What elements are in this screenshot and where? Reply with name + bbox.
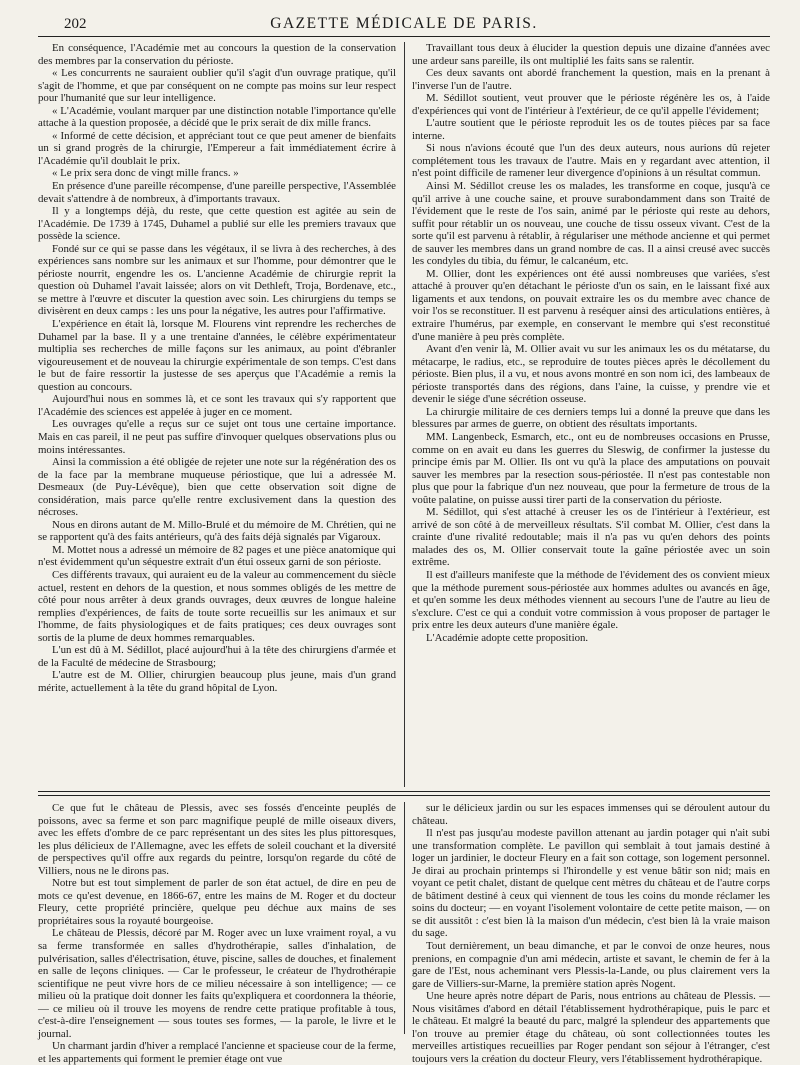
paragraph: « Le prix sera donc de vingt mille francs. »: [52, 167, 239, 180]
paragraph: « Informé de cette décision, et appréciant tout ce que peut amener de bienfaits un si grand progrès de la chirurgie, l'Empereur a fait immédiatement écrire à l'Académie qu'il doublait le prix.: [38, 129, 396, 167]
paragraph: Ces deux savants ont abordé franchement la question, mais en la prenant à l'inverse l'un de l'autre.: [412, 67, 770, 92]
paragraph: Un charmant jardin d'hiver a remplacé l'ancienne et spacieuse cour de la ferme, et les appartements qui forment le premier étage ont vue: [38, 1040, 396, 1065]
paragraph: Tout dernièrement, un beau dimanche, et par le convoi de onze heures, nous prenions, en compagnie d'un ami médecin, artiste et savant, le chemin de fer à la gare de l'Est, nous acheminant vers Plessis-la-Lande, ou plus clairement vers la gare de Villiers-sur-Marne, la première station après Nogent.: [412, 940, 770, 990]
upper-right-column: [412, 42, 770, 787]
paragraph: Ainsi la commission a été obligée de rejeter une note sur la régénération des os de la face par la membrane muqueuse périostique, que lui a adressée M. Desmeaux (de Puy-Lévêque), bien que cette observation soit digne de considération, mais parce qu'elle rentre exclusivement dans la question des nécroses.: [38, 456, 396, 519]
paragraph: En conséquence, l'Académie met au concours la question de la conservation des membres par la conservation du périoste.: [38, 42, 396, 67]
paragraph: Il y a longtemps déjà, du reste, que cette question est agitée au sein de l'Académie. De 1739 à 1745, Duhamel a publié sur elle les premiers travaux que possède la science.: [38, 205, 396, 243]
paragraph: Notre but est tout simplement de parler de son état actuel, de dire en peu de mots ce qu'est devenue, en 1866-67, entre les mains de M. Roger et du docteur Fleury, cette propriété princière, quelque peu déchue aux mains de ses propriétaires sous la royauté bourgeoise.: [38, 877, 396, 927]
paragraph: Travaillant tous deux à élucider la question depuis une dizaine d'années avec une ardeur sans pareille, ils ont multiplié les faits sans se ralentir.: [412, 42, 770, 67]
running-title: GAZETTE MÉDICALE DE PARIS.: [270, 15, 538, 32]
paragraph: « Les concurrents ne sauraient oublier qu'il s'agit d'un ouvrage pratique, qu'il s'agit de l'homme, et que par conséquent on ne compte pas moins sur leur respect pour l'humanité que sur leur intelligence.: [38, 67, 396, 105]
lower-left-column: [38, 802, 396, 1065]
lower-right-column: [412, 802, 770, 1065]
paragraph: En présence d'une pareille récompense, d'une pareille perspective, l'Assemblée devait s'attendre à de nombreux, à d'importants travaux.: [38, 180, 396, 205]
page-header: [38, 10, 770, 37]
paragraph: MM. Langenbeck, Esmarch, etc., ont eu de nombreuses occasions en Prusse, comme on en avait eu dans les guerres du Sleswig, de confirmer la justesse du principe émis par M. Ollier. Ils ont vu qu'à la place des amputations on pouvait sauver les membres par la resection sous-périostée. Il n'est pas contestable non plus que pour la fabrique d'un nez nouveau, que pour la fermeture de trous de la voûte palatine, on puisse aussi tirer parti de la conservation du périoste.: [412, 430, 770, 506]
paragraph: Les ouvrages qu'elle a reçus sur ce sujet ont tous une certaine importance. Mais en cas pareil, il ne peut pas suffire d'invoquer quelques observations plus ou moins intéressantes.: [38, 418, 396, 456]
paragraph: Ces différents travaux, qui auraient eu de la valeur au commencement du siècle actuel, restent en dehors de la question, et nous sommes obligés de les mettre de côté pour nous arrêter à deux grands ouvrages, deux œuvres de longue haleine remplies d'expériences, de faits de toute sorte recueillis sur les animaux et sur l'homme, de faits physiologiques et de faits pratiques; ces deux ouvrages sont sortis de la plume de deux hommes remarquables.: [38, 568, 396, 644]
paragraph: M. Sédillot, qui s'est attaché à creuser les os de l'intérieur à l'extérieur, est arrivé de son côté à de merveilleux résultats. S'il combat M. Ollier, c'est dans la crainte d'une rivalité redoutable; mais il n'a pas vu qu'en dehors des points malades des os, M. Ollier conservait toute la gaîne périostée avec un soin extrême.: [412, 506, 770, 569]
paragraph: Il est d'ailleurs manifeste que la méthode de l'évidement des os convient mieux que la méthode purement sous-périostée aux hommes adultes ou avancés en âge, et qu'en somme les deux méthodes viennent au secours l'une de l'autre au lieu de s'exclure. C'est ce qui a conduit votre commission à vous proposer de partager le prix entre les deux auteurs d'une manière égale.: [412, 568, 770, 632]
paragraph: Ainsi M. Sédillot creuse les os malades, les transforme en coque, jusqu'à ce qu'il arrive à une couche saine, et prouve surabondamment dans son Traité de l'évidement que le reste de l'os sain, animé par le périoste qui reste au dehors, suffit pour rétablir un os nouveau, une couche de tissu osseux vivant. C'est de la sorte qu'il est parvenu à rétablir, à régulariser une méthode ancienne et qui permet de sauver les membres dans un grand nombre de cas. Il a ainsi creusé avec succès les condyles du tibia, du fémur, le calcanéum, etc.: [412, 180, 770, 268]
paragraph: Si nous n'avions écouté que l'un des deux auteurs, nous aurions dû rejeter complétement tous les travaux de l'autre. Mais en y regardant avec attention, il n'est point difficile de ramener leur divergence d'opinions à un résultat commun.: [412, 142, 770, 180]
paragraph: L'autre est de M. Ollier, chirurgien beaucoup plus jeune, mais d'un grand mérite, actuellement à la tête du grand hôpital de Lyon.: [38, 669, 396, 694]
paragraph: L'autre soutient que le périoste reproduit les os de toutes pièces par sa face interne.: [412, 117, 770, 142]
paragraph: Une heure après notre départ de Paris, nous entrions au château de Plessis. — Nous visitâmes d'abord en détail l'établissement hydrothérapique, puis le parc et le château. Et malgré la beauté du parc, malgré la splendeur des appartements que l'on trouve au premier étage du château, où sont collectionnées toutes les merveilles artistiques recueillies par Roger pendant son séjour à l'étranger, c'est toujours vers la création du docteur Fleury, vers l'établissement hydrothérapique.: [412, 990, 770, 1065]
paragraph: Nous en dirons autant de M. Millo-Brulé et du mémoire de M. Chrétien, qui ne se rapportent qu'à des faits antérieurs, qu'à des faits déjà signalés par Vigaroux.: [38, 518, 396, 544]
paragraph: Fondé sur ce qui se passe dans les végétaux, il se livra à des recherches, à des expériences sans nombre sur les animaux et sur l'homme, pour démontrer que le périoste nourrit, engendre les os. L'ancienne Académie de chirurgie reprit la question où Duhamel l'avait laissée; alors on vit Dethleft, Troja, Bordenave, etc., se mettre à l'œuvre et discuter la question avec soin. Les chirurgiens du temps se divisèrent en deux camps : les uns pour la négative, les autres pour l'affirmative.: [38, 242, 396, 318]
paragraph: L'Académie adopte cette proposition.: [426, 631, 589, 644]
upper-section: [38, 42, 770, 787]
paragraph: Avant d'en venir là, M. Ollier avait vu sur les animaux les os du métatarse, du métacarpe, le radius, etc., se reproduire de toutes pièces après le décollement du périoste. Bien plus, il a vu, et nous avons montré en son nom ici, des lambeaux de périoste transportés dans des régions, dans l'aine, la cuisse, y prendre vie et devenir le siége d'une sécrétion osseuse.: [412, 343, 770, 406]
section-divider: [38, 791, 770, 796]
paragraph: M. Sédillot soutient, veut prouver que le périoste régénère les os, à l'aide d'expériences qui vont de l'intérieur à l'extérieur, de ce qu'il appelle l'évidement;: [412, 92, 770, 117]
paragraph: Ce que fut le château de Plessis, avec ses fossés d'enceinte peuplés de poissons, avec sa ferme et son parc magnifique peuplé de mille oiseaux divers, avec les effets d'ombre de ce parc représentant un des sites les plus pittoresques, les plus délicieux de l'Allemagne, avec les effets de soleil couchant et la diversité de perspectives qu'il offre aux regards du peintre, lorsqu'on regarde du côté de Villiers, nous ne le dirons pas.: [38, 802, 396, 877]
paragraph: M. Ollier, dont les expériences ont été aussi nombreuses que variées, s'est attaché à prouver qu'en détachant le périoste d'un os sain, en le laissant fixé aux ligaments et aux tendons, on pouvait extraire les os du membre avec chance de voir l'os se reconstituer. Il est parvenu à reséquer ainsi des articulations entières, à extraire l'humérus, par exemple, en conservant le membre qui s'est reconstitué d'une manière à peu près complète.: [412, 267, 770, 343]
paragraph: Il n'est pas jusqu'au modeste pavillon attenant au jardin potager qui n'ait subi une transformation complète. Le pavillon qui semblait à tout jamais destiné à loger un jardinier, le docteur Fleury en a fait son cottage, son logement personnel. Je dirai au prochain printemps si l'hirondelle y est venue bâtir son nid; mais en voyant ce petit chalet, distant de quelque cent mètres du château et de l'autre corps de bâtiment destiné à ceux qui viennent de tous les coins du monde réclamer les soins du docteur; — en voyant l'isolement volontaire de cette petite maison, — on se dit aussitôt : c'est bien là la maison d'un médecin, c'est bien là la vraie maison du sage.: [412, 827, 770, 940]
lower-section: [38, 802, 770, 1065]
column-rule: [404, 802, 405, 1034]
paragraph: L'expérience en était là, lorsque M. Flourens vint reprendre les recherches de Duhamel par la base. Il y a une trentaine d'années, le célèbre expérimentateur multiplia ses recherches de mille façons sur les animaux, au point d'ébranler vigoureusement et de nouveau la chirurgie expérimentale de son temps. C'est dans le but de faire ressortir la justesse de ses aperçus que l'Académie a remis la question au concours.: [38, 318, 396, 393]
newspaper-page: [38, 10, 770, 1065]
paragraph: « L'Académie, voulant marquer par une distinction notable l'importance qu'elle attache à la question proposée, a décidé que le prix serait de dix mille francs.: [38, 104, 396, 130]
upper-left-column: [38, 42, 396, 787]
page-number: 202: [64, 16, 87, 32]
paragraph: Le château de Plessis, décoré par M. Roger avec un luxe vraiment royal, a vu sa ferme transformée en salles d'hydrothérapie, salles d'inhalation, de pulvérisation, salles d'électrisation, étuve, piscine, salles de douches, et finalement en salle de leçons cliniques. — Car le professeur, le créateur de l'hydrothérapie scientifique ne peut vivre hors de ce milieu nécessaire à son intelligence; — ce milieu où la pratique doit donner les faits qu'expliquera et coordonnera la théorie, — ce milieu où il trouve les moyens de rendre cette pratique profitable à tous, c'est-à-dire l'enseignement — sous toutes ses formes, — la parole, le livre et le journal.: [38, 927, 396, 1040]
paragraph: sur le délicieux jardin ou sur les espaces immenses qui se déroulent autour du château.: [412, 802, 770, 827]
paragraph: M. Mottet nous a adressé un mémoire de 82 pages et une pièce anatomique qui n'est évidemment qu'un séquestre extrait d'un étui osseux garni de son périoste.: [38, 543, 396, 569]
paragraph: L'un est dû à M. Sédillot, placé aujourd'hui à la tête des chirurgiens d'armée et de la Faculté de médecine de Strasbourg;: [38, 644, 396, 669]
column-rule: [404, 42, 405, 787]
paragraph: La chirurgie militaire de ces derniers temps lui a donné la preuve que dans les blessures par armes de guerre, on obtient des résultats importants.: [412, 405, 770, 431]
paragraph: Aujourd'hui nous en sommes là, et ce sont les travaux qui s'y rapportent que l'Académie des sciences est appelée à juger en ce moment.: [38, 393, 396, 418]
